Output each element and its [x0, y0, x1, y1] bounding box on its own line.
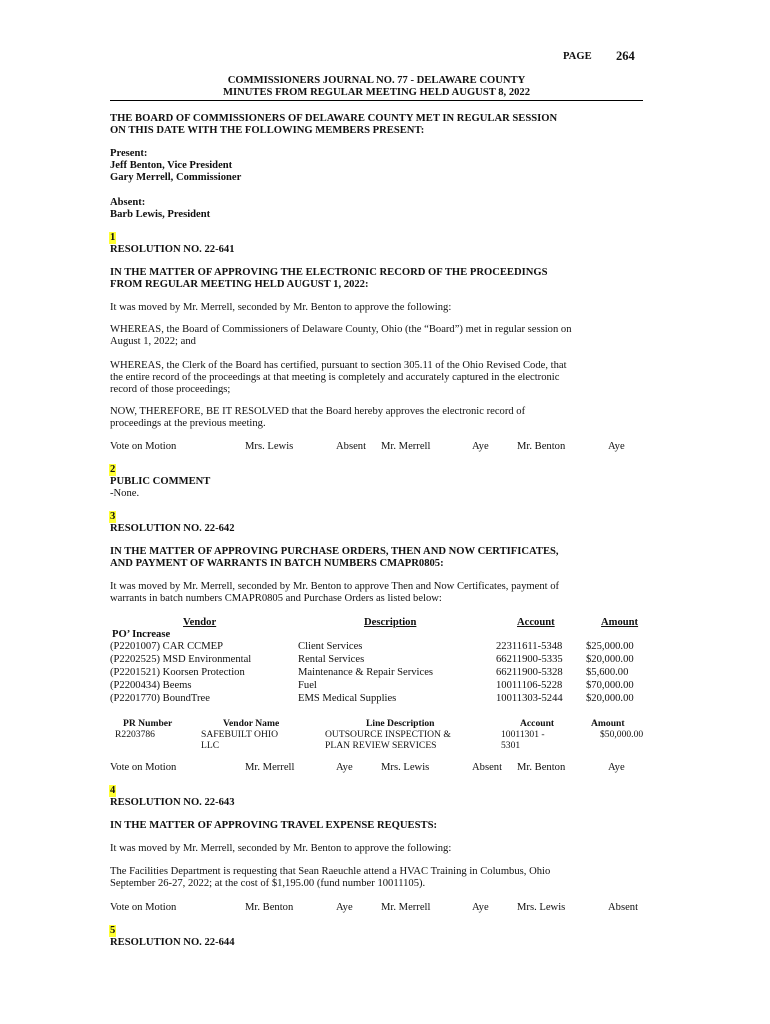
item1-title-2: FROM REGULAR MEETING HELD AUGUST 1, 2022:	[110, 279, 369, 290]
vote-value: Absent	[472, 762, 503, 773]
item3-moved-2: warrants in batch numbers CMAPR0805 and Purchase Orders as listed below:	[110, 593, 442, 604]
intro-line-1: THE BOARD OF COMMISSIONERS OF DELAWARE COUNTY MET IN REGULAR SESSION	[110, 113, 558, 124]
po-header-description: Description	[364, 617, 417, 628]
item1-whereas2-c: record of those proceedings;	[110, 384, 231, 395]
vote-member: Mr. Merrell	[245, 762, 295, 773]
po-amount: $25,000.00	[586, 641, 634, 652]
public-comment-body: -None.	[110, 488, 140, 499]
item1-whereas1-a: WHEREAS, the Board of Commissioners of Delaware County, Ohio (the “Board”) met in regular session on	[110, 324, 572, 335]
po-vendor: (P2201007) CAR CCMEP	[110, 641, 224, 652]
vote-value: Aye	[336, 902, 353, 913]
po-description: Client Services	[298, 641, 363, 652]
po-description: Rental Services	[298, 654, 365, 665]
item4-moved: It was moved by Mr. Merrell, seconded by Mr. Benton to approve the following:	[110, 843, 452, 854]
item4-title: IN THE MATTER OF APPROVING TRAVEL EXPENSE REQUESTS:	[110, 820, 438, 831]
po-amount: $5,600.00	[586, 667, 629, 678]
vote-value: Absent	[336, 441, 367, 452]
vote-label: Vote on Motion	[110, 762, 177, 773]
vote-member: Mr. Benton	[245, 902, 294, 913]
item-number-4: 4	[110, 785, 116, 796]
vote-value: Aye	[472, 441, 489, 452]
vote-value: Aye	[608, 441, 625, 452]
item1-now-b: proceedings at the previous meeting.	[110, 418, 266, 429]
item3-title-2: AND PAYMENT OF WARRANTS IN BATCH NUMBERS CMAPR0805:	[110, 558, 444, 569]
po-account: 22311611-5348	[496, 641, 563, 652]
item1-whereas2-a: WHEREAS, the Clerk of the Board has certified, pursuant to section 305.11 of the Ohio Revised Code, that	[110, 360, 567, 371]
item-number-5: 5	[110, 925, 116, 936]
item3-title-1: IN THE MATTER OF APPROVING PURCHASE ORDERS, THEN AND NOW CERTIFICATES,	[110, 546, 559, 557]
item1-whereas1-b: August 1, 2022; and	[110, 336, 196, 347]
item1-whereas2-b: the entire record of the proceedings at that meeting is completely and accurately captured in the electronic	[110, 372, 560, 383]
vote-member: Mr. Benton	[517, 762, 566, 773]
vote-label: Vote on Motion	[110, 441, 177, 452]
resolution-22-641: RESOLUTION NO. 22-641	[110, 244, 235, 255]
po-vendor: (P2200434) Beems	[110, 680, 192, 691]
vote-member: Mrs. Lewis	[381, 762, 430, 773]
item4-body-2: September 26-27, 2022; at the cost of $1,195.00 (fund number 10011105).	[110, 878, 426, 889]
po-description: EMS Medical Supplies	[298, 693, 397, 704]
header-rule	[110, 100, 643, 101]
present-member: Gary Merrell, Commissioner	[110, 172, 242, 183]
pr-amount: $50,000.00	[600, 729, 644, 740]
item1-title-1: IN THE MATTER OF APPROVING THE ELECTRONIC RECORD OF THE PROCEEDINGS	[110, 267, 548, 278]
po-header-amount: Amount	[601, 617, 639, 628]
resolution-22-644: RESOLUTION NO. 22-644	[110, 937, 235, 948]
item-number-1: 1	[110, 232, 116, 243]
po-amount: $70,000.00	[586, 680, 634, 691]
pr-header-account: Account	[520, 718, 555, 729]
vote-member: Mr. Merrell	[381, 902, 431, 913]
pr-header-line: Line Description	[366, 718, 435, 729]
item1-moved: It was moved by Mr. Merrell, seconded by Mr. Benton to approve the following:	[110, 302, 452, 313]
item-number-2: 2	[110, 464, 116, 475]
item-number-3: 3	[110, 511, 116, 522]
pr-vendor: SAFEBUILT OHIO	[201, 729, 279, 740]
absent-label: Absent:	[110, 197, 146, 208]
journal-line: COMMISSIONERS JOURNAL NO. 77 - DELAWARE COUNTY	[227, 75, 526, 86]
po-vendor: (P2201521) Koorsen Protection	[110, 667, 245, 678]
pr-line-description: PLAN REVIEW SERVICES	[325, 740, 437, 751]
pr-line-description: OUTSOURCE INSPECTION &	[325, 729, 451, 740]
pr-number: R2203786	[115, 729, 155, 740]
vote-member: Mr. Merrell	[381, 441, 431, 452]
po-description: Fuel	[298, 680, 317, 691]
resolution-22-642: RESOLUTION NO. 22-642	[110, 523, 235, 534]
vote-member: Mrs. Lewis	[245, 441, 294, 452]
pr-account: 5301	[501, 740, 521, 751]
pr-header-vendor: Vendor Name	[223, 718, 280, 729]
vote-value: Aye	[472, 902, 489, 913]
item1-now-a: NOW, THEREFORE, BE IT RESOLVED that the Board hereby approves the electronic record of	[110, 406, 526, 417]
pr-header-amount: Amount	[591, 718, 625, 729]
po-header-vendor: Vendor	[183, 617, 217, 628]
po-header-account: Account	[517, 617, 555, 628]
resolution-22-643: RESOLUTION NO. 22-643	[110, 797, 235, 808]
po-account: 10011106-5228	[496, 680, 563, 691]
po-description: Maintenance & Repair Services	[298, 667, 434, 678]
vote-value: Aye	[608, 762, 625, 773]
vote-label: Vote on Motion	[110, 902, 177, 913]
item4-body-1: The Facilities Department is requesting that Sean Raeuchle attend a HVAC Training in Columbus, Ohio	[110, 866, 551, 877]
absent-member: Barb Lewis, President	[110, 209, 211, 220]
vote-value: Absent	[608, 902, 639, 913]
po-amount: $20,000.00	[586, 693, 634, 704]
po-increase-label: PO’ Increase	[112, 629, 171, 640]
po-account: 66211900-5335	[496, 654, 563, 665]
present-label: Present:	[110, 148, 148, 159]
po-account: 66211900-5328	[496, 667, 563, 678]
pr-vendor: LLC	[201, 740, 220, 751]
present-member: Jeff Benton, Vice President	[110, 160, 233, 171]
po-vendor: (P2201770) BoundTree	[110, 693, 210, 704]
po-account: 10011303-5244	[496, 693, 563, 704]
po-vendor: (P2202525) MSD Environmental	[110, 654, 252, 665]
item3-moved-1: It was moved by Mr. Merrell, seconded by Mr. Benton to approve Then and Now Certificates, payment of	[110, 581, 560, 592]
minutes-line: MINUTES FROM REGULAR MEETING HELD AUGUST 8, 2022	[222, 87, 531, 98]
vote-value: Aye	[336, 762, 353, 773]
vote-member: Mr. Benton	[517, 441, 566, 452]
vote-member: Mrs. Lewis	[517, 902, 566, 913]
po-amount: $20,000.00	[586, 654, 634, 665]
pr-header-number: PR Number	[123, 718, 173, 729]
intro-line-2: ON THIS DATE WITH THE FOLLOWING MEMBERS PRESENT:	[110, 125, 425, 136]
pr-account: 10011301 -	[501, 729, 545, 740]
page-number: 264	[616, 49, 635, 63]
public-comment-title: PUBLIC COMMENT	[110, 476, 211, 487]
page-label: PAGE	[563, 51, 592, 62]
